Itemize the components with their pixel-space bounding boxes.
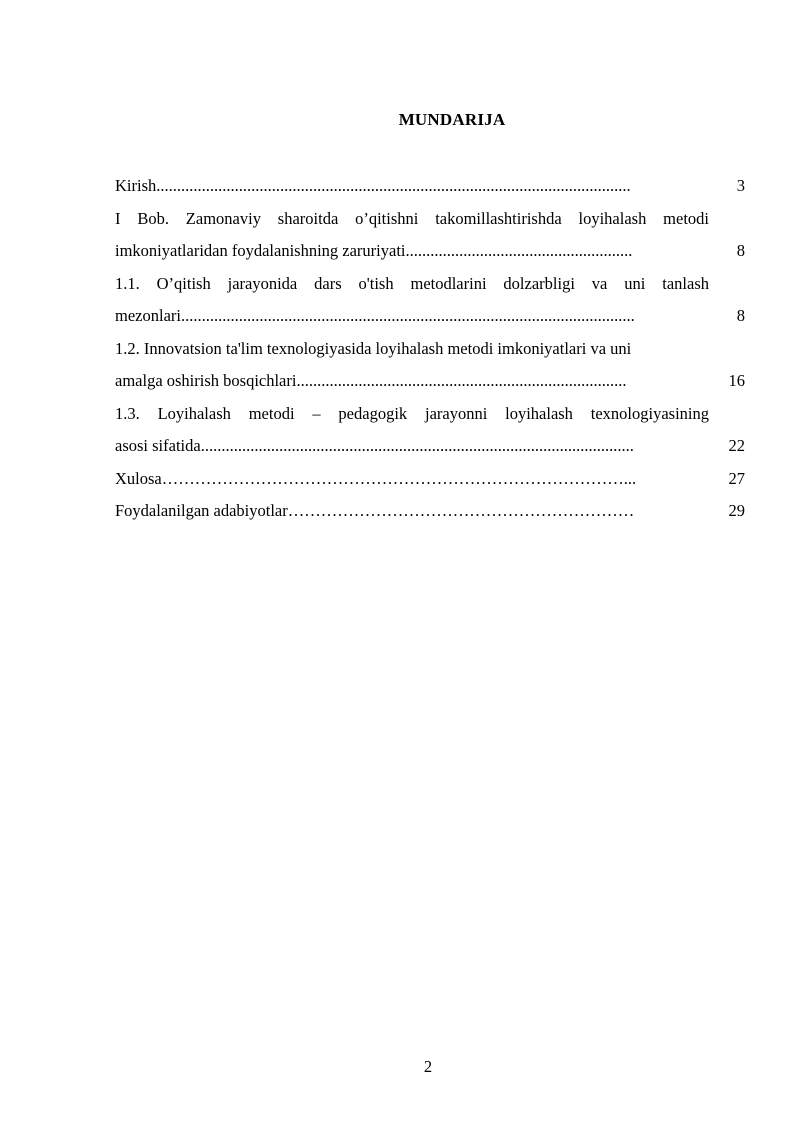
toc-entry-text: Foydalanilgan adabiyotlar……………………………………………………… xyxy=(115,501,635,520)
page-number: 2 xyxy=(423,1057,433,1076)
toc-page-number: 27 xyxy=(728,468,745,488)
toc-entry-text: Xulosa…………………………………………………………………………... xyxy=(115,468,637,488)
toc-entry-section-1-2-cont[interactable] xyxy=(115,365,745,398)
toc-entry-text: mezonlari.............................................................................................................. xyxy=(115,306,635,325)
toc-entry-text: imkoniyatlaridan foydalanishning zaruriyati....................................................... xyxy=(115,241,633,260)
table-of-contents xyxy=(115,170,745,528)
toc-entry-text: 1.1. O’qitish jarayonida dars o'tish metodlarini dolzarbligi va uni tanlash xyxy=(115,273,709,293)
toc-page-number: 29 xyxy=(728,501,745,520)
toc-entry-text: asosi sifatida......................................................................................................... xyxy=(115,436,634,455)
toc-entry-text: I Bob. Zamonaviy sharoitda o’qitishni takomillashtirishda loyihalash metodi xyxy=(115,208,709,228)
toc-entry-chapter-1[interactable] xyxy=(115,203,745,236)
toc-entry-text: amalga oshirish bosqichlari................................................................................ xyxy=(115,371,627,390)
toc-entry-text: 1.3. Loyihalash metodi – pedagogik jarayonni loyihalash texnologiyasining xyxy=(115,403,709,423)
toc-entry-chapter-1-cont[interactable] xyxy=(115,235,745,268)
toc-entry-text: 1.2. Innovatsion ta'lim texnologiyasida loyihalash metodi imkoniyatlari va uni xyxy=(115,338,632,358)
toc-entry-section-1-2[interactable] xyxy=(115,333,745,366)
toc-page-number: 3 xyxy=(736,176,745,195)
toc-page-number: 22 xyxy=(728,436,745,455)
toc-entry-kirish[interactable] xyxy=(115,170,745,203)
toc-entry-section-1-1[interactable] xyxy=(115,268,745,301)
toc-page-number: 16 xyxy=(728,371,745,390)
toc-page-number: 8 xyxy=(736,241,745,260)
toc-entry-text: Kirish................................................................................................................... xyxy=(115,176,631,195)
toc-page-number: 8 xyxy=(736,306,745,325)
page-title: MUNDARIJA xyxy=(398,110,506,129)
toc-entry-section-1-3-cont[interactable] xyxy=(115,430,745,463)
toc-entry-section-1-1-cont[interactable] xyxy=(115,300,745,333)
toc-entry-xulosa[interactable] xyxy=(115,463,745,496)
toc-entry-section-1-3[interactable] xyxy=(115,398,745,431)
toc-entry-adabiyotlar[interactable] xyxy=(115,495,745,528)
